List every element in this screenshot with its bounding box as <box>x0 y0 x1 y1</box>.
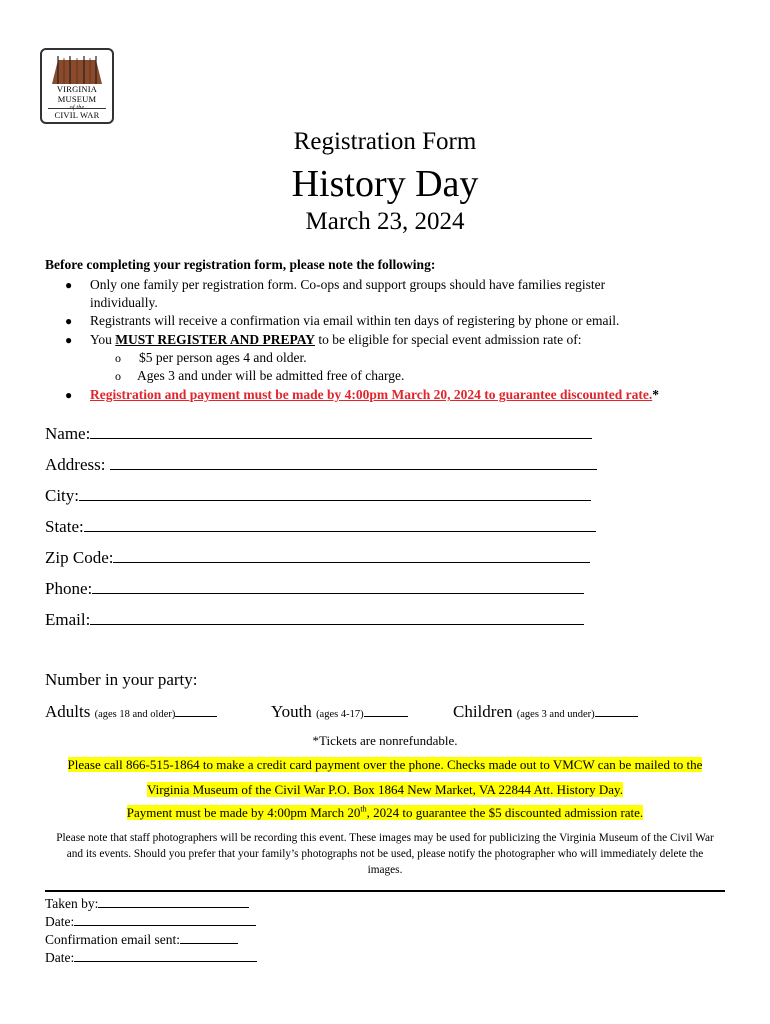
email-label: Email: <box>45 610 91 629</box>
deadline-warning: Registration and payment must be made by 4:00pm March 20, 2024 to guarantee discounted rate. <box>90 387 653 402</box>
tickets-note: *Tickets are nonrefundable. <box>312 733 458 748</box>
museum-logo <box>40 48 114 124</box>
adults-line[interactable] <box>175 702 217 717</box>
sub-bullet-icon: o <box>115 351 121 365</box>
logo-text-line3: of the <box>69 105 85 111</box>
notes-heading: Before completing your registration form, please note the following: <box>45 257 436 272</box>
note-text-pre: You <box>90 332 116 347</box>
phone-label: Phone: <box>45 579 93 598</box>
name-field[interactable] <box>45 424 592 444</box>
confirmation-field[interactable] <box>45 932 238 948</box>
note-text-post: to be eligible for special event admission rate of: <box>314 332 582 347</box>
sub-text: $5 per person ages 4 and older. <box>139 350 307 365</box>
payment-deadline <box>127 805 643 820</box>
adults-note: (ages 18 and older) <box>94 709 176 720</box>
bullet-icon: ● <box>65 333 73 347</box>
payment-text: Please call 866-515-1864 to make a credit card payment over the phone. Checks made out to VMCW can be mailed to the <box>67 757 703 772</box>
state-label: State: <box>45 517 84 536</box>
event-title: History Day <box>291 163 479 205</box>
note-text-cont: individually. <box>90 295 158 310</box>
address-line[interactable] <box>110 455 597 470</box>
zip-line[interactable] <box>113 548 590 563</box>
party-heading: Number in your party: <box>45 670 198 689</box>
address-field[interactable] <box>45 455 597 475</box>
taken-by-field[interactable] <box>45 896 249 912</box>
logo-text-line2: MUSEUM <box>57 94 97 104</box>
adults-label: Adults <box>45 702 95 721</box>
city-label: City: <box>45 486 80 505</box>
payment-deadline-pre: Payment must be made by 4:00pm March 20 <box>126 805 361 821</box>
city-field[interactable] <box>45 486 591 506</box>
date-field-1[interactable] <box>45 914 256 930</box>
date-line[interactable] <box>74 914 256 926</box>
phone-line[interactable] <box>92 579 584 594</box>
youth-note: (ages 4-17) <box>316 709 364 720</box>
children-label: Children <box>453 702 517 721</box>
taken-by-label: Taken by: <box>45 896 99 911</box>
zip-field[interactable] <box>45 548 590 568</box>
note-text: Only one family per registration form. Co-ops and support groups should have families register <box>90 277 606 292</box>
name-label: Name: <box>45 424 91 443</box>
youth-label: Youth <box>271 702 317 721</box>
state-field[interactable] <box>45 517 596 537</box>
youth-line[interactable] <box>364 702 408 717</box>
logo-text-line1: VIRGINIA <box>56 84 98 94</box>
building-icon <box>48 54 106 86</box>
note-text <box>90 331 582 349</box>
youth-field[interactable] <box>271 702 408 722</box>
sub-text: Ages 3 and under will be admitted free of charge. <box>137 368 405 383</box>
note-text <box>90 386 659 404</box>
ordinal-suffix: th <box>360 805 367 814</box>
event-date: March 23, 2024 <box>305 208 465 235</box>
children-line[interactable] <box>595 702 638 717</box>
sub-bullet-icon: o <box>115 369 121 383</box>
payment-line-2 <box>0 782 770 798</box>
state-line[interactable] <box>84 517 596 532</box>
email-field[interactable] <box>45 610 584 630</box>
section-divider <box>45 890 725 892</box>
date-label: Date: <box>45 950 75 965</box>
logo-rule <box>48 108 106 109</box>
children-note: (ages 3 and under) <box>516 709 595 720</box>
date-field-2[interactable] <box>45 950 257 966</box>
payment-text: Virginia Museum of the Civil War P.O. Box 1864 New Market, VA 22844 Att. History Day. <box>147 782 623 797</box>
prepay-emphasis: MUST REGISTER AND PREPAY <box>115 332 315 347</box>
bullet-icon: ● <box>65 388 73 402</box>
note-text: Registrants will receive a confirmation via email within ten days of registering by phone or email. <box>90 313 620 328</box>
name-line[interactable] <box>90 424 592 439</box>
adults-field[interactable] <box>45 702 217 722</box>
zip-label: Zip Code: <box>45 548 114 567</box>
payment-line-1 <box>0 757 770 773</box>
city-line[interactable] <box>79 486 591 501</box>
address-label: Address: <box>45 455 110 474</box>
email-line[interactable] <box>90 610 584 625</box>
date-line[interactable] <box>74 950 257 962</box>
asterisk: * <box>652 387 659 402</box>
logo-text-line4: CIVIL WAR <box>54 110 100 120</box>
payment-deadline-post: , 2024 to guarantee the $5 discounted admission rate. <box>366 805 644 821</box>
children-field[interactable] <box>453 702 638 722</box>
bullet-icon: ● <box>65 314 73 328</box>
payment-line-3 <box>0 805 770 821</box>
bullet-icon: ● <box>65 278 73 292</box>
taken-by-line[interactable] <box>98 896 249 908</box>
confirmation-line[interactable] <box>180 932 238 944</box>
phone-field[interactable] <box>45 579 584 599</box>
date-label: Date: <box>45 914 75 929</box>
photo-notice: Please note that staff photographers will be recording this event. These images may be used for publicizing the Virginia Museum of the Civil War and its events. Should you prefer that your family’s photographs not be used, please notify the photographer who will immediately delete the images. <box>56 832 714 876</box>
confirmation-label: Confirmation email sent: <box>45 932 180 947</box>
form-label: Registration Form <box>293 128 477 155</box>
